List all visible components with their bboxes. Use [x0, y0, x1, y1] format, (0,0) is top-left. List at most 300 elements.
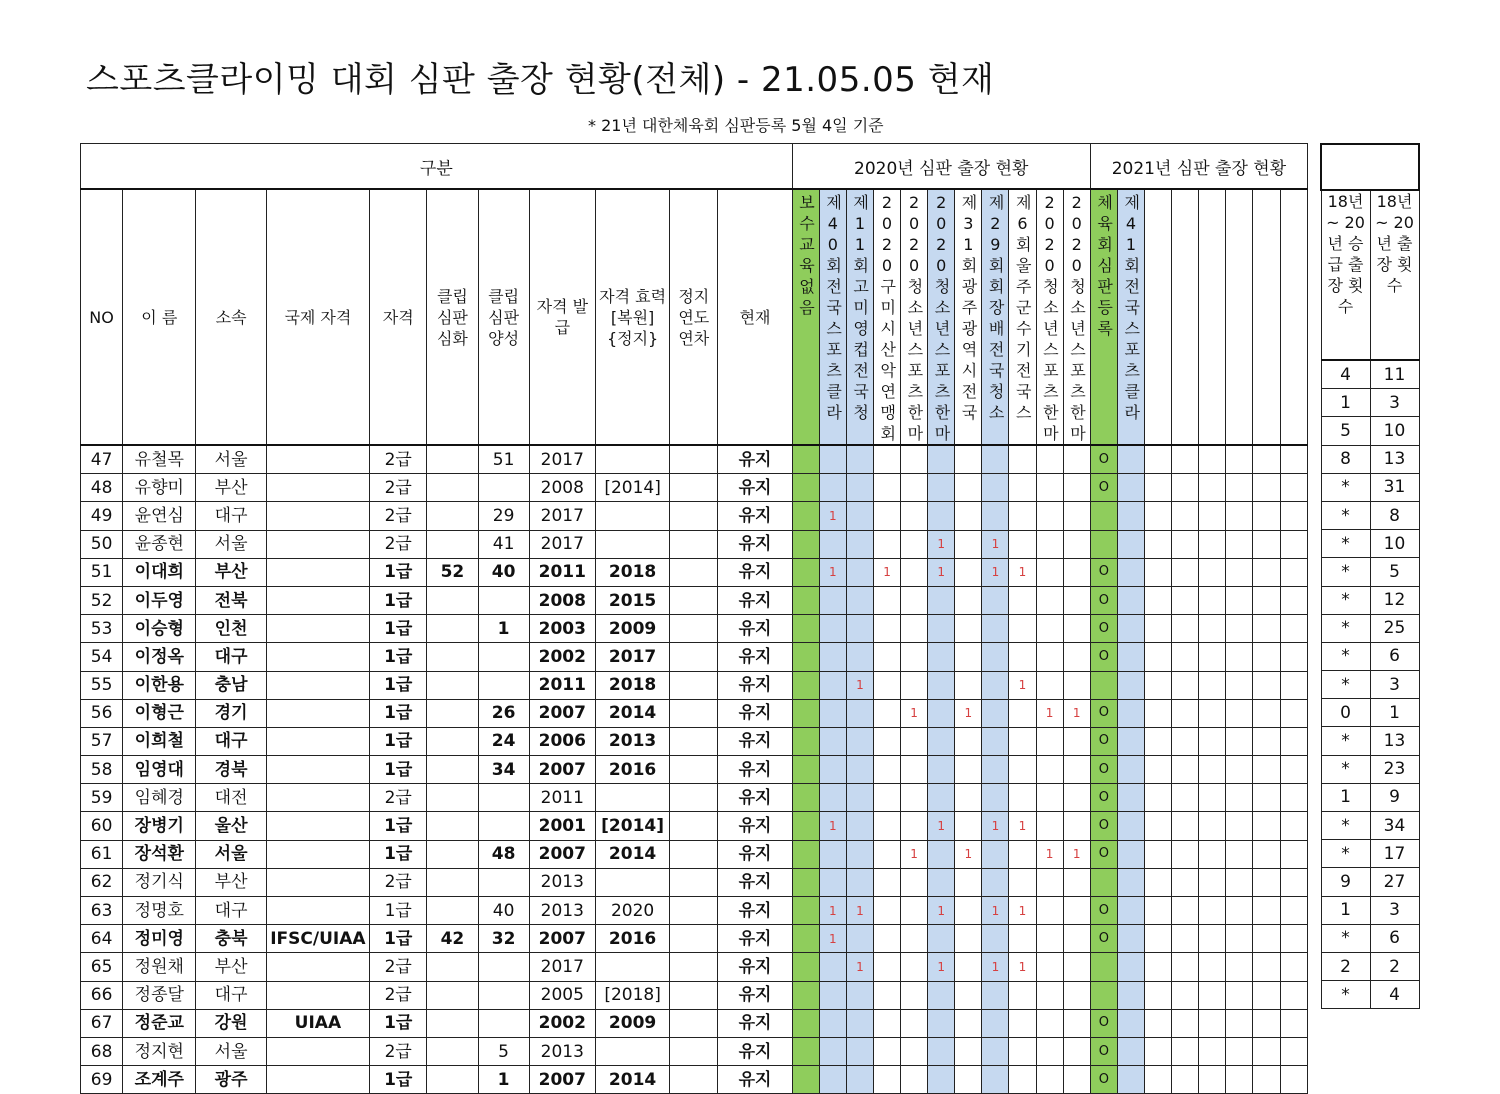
event-2021-cell: [1199, 812, 1226, 840]
cell-name: 이승형: [123, 615, 196, 643]
table-row: [81, 502, 1308, 530]
cell-susp: [670, 445, 718, 474]
cell-cur: 유지: [718, 925, 792, 953]
event-header: 2020청소년스포츠한마: [901, 189, 928, 445]
table-row: [81, 530, 1308, 558]
cell-adv: [427, 1009, 478, 1037]
cell-issue: 2013: [529, 897, 595, 925]
cell-effect: 2017: [595, 643, 669, 671]
cell-issue: 2002: [529, 643, 595, 671]
event-2021-cell: [1226, 840, 1253, 868]
event-2021-cell: [1172, 1009, 1199, 1037]
event-mark: [1009, 530, 1036, 558]
cell-affil: 대구: [196, 727, 266, 755]
cell-name: 정원채: [123, 953, 196, 981]
event-mark: [955, 1037, 982, 1065]
cell-affil: 부산: [196, 558, 266, 586]
cell-adv: [427, 840, 478, 868]
event-mark: [955, 502, 982, 530]
cell-intl: [266, 1066, 369, 1094]
event-2021-cell: [1199, 840, 1226, 868]
event-mark: [819, 840, 846, 868]
promo-count: *: [1321, 755, 1370, 783]
cell-grade: 2급: [370, 474, 427, 502]
cell-susp: [670, 558, 718, 586]
cell-effect: 2014: [595, 840, 669, 868]
cell-grade: 1급: [370, 1066, 427, 1094]
cell-train: 34: [478, 756, 529, 784]
cell-issue: 2011: [529, 784, 595, 812]
event-mark: [901, 784, 928, 812]
event-header: 체육회심판등록: [1090, 189, 1117, 445]
event-mark: [1009, 1066, 1036, 1094]
event-mark: [1036, 558, 1063, 586]
cell-adv: [427, 615, 478, 643]
event-mark: [1063, 671, 1090, 699]
event-2021-cell: [1253, 671, 1280, 699]
event-mark: 1: [1009, 671, 1036, 699]
event-mark: [982, 502, 1009, 530]
cell-grade: 1급: [370, 812, 427, 840]
cell-affil: 서울: [196, 840, 266, 868]
event-2021-cell: [1280, 586, 1308, 614]
event-mark: [955, 756, 982, 784]
cell-name: 정지현: [123, 1037, 196, 1065]
cell-susp: [670, 615, 718, 643]
count-row: [1321, 981, 1419, 1009]
event-2021-cell: [1145, 812, 1172, 840]
event-2021-cell: [1172, 840, 1199, 868]
promo-count: *: [1321, 671, 1370, 699]
promo-count: *: [1321, 981, 1370, 1009]
event-mark: [901, 502, 928, 530]
cell-no: 66: [81, 981, 123, 1009]
registration-mark: O: [1090, 897, 1117, 925]
cell-cur: 유지: [718, 445, 792, 474]
event-mark: [901, 1037, 928, 1065]
cell-affil: 경기: [196, 699, 266, 727]
cell-no: 69: [81, 1066, 123, 1094]
event-2021-cell: [1145, 474, 1172, 502]
cell-cur: 유지: [718, 756, 792, 784]
cell-affil: 인천: [196, 615, 266, 643]
event-mark: [1063, 897, 1090, 925]
event-2021-cell: [1172, 1066, 1199, 1094]
event-mark: [846, 1037, 873, 1065]
header-climb-train: 클립 심판 양성: [478, 189, 529, 445]
event-mark: [1009, 643, 1036, 671]
cell-no: 62: [81, 868, 123, 896]
event-mark: [873, 1066, 900, 1094]
cell-issue: 2011: [529, 558, 595, 586]
event-mark: [819, 615, 846, 643]
cell-adv: 42: [427, 925, 478, 953]
table-row: [81, 925, 1308, 953]
event-mark: 1: [955, 699, 982, 727]
event-mark: [955, 812, 982, 840]
cell-intl: [266, 474, 369, 502]
cell-train: 40: [478, 897, 529, 925]
event-mark: [928, 671, 955, 699]
event-mark: [901, 643, 928, 671]
header-total-count: 18년 ~ 20년 출장 횟수: [1370, 190, 1419, 360]
event-2021-cell: [1199, 925, 1226, 953]
event-mark: [792, 671, 819, 699]
event-2021-cell: [1253, 530, 1280, 558]
promo-count: *: [1321, 501, 1370, 529]
event-mark: [901, 812, 928, 840]
promo-count: *: [1321, 558, 1370, 586]
event-2021-cell: [1172, 530, 1199, 558]
cell-cur: 유지: [718, 1037, 792, 1065]
event-mark: 1: [1036, 840, 1063, 868]
event-mark: [1009, 981, 1036, 1009]
event-mark: [792, 643, 819, 671]
count-row: [1321, 642, 1419, 670]
event-2021-cell: [1253, 1009, 1280, 1037]
table-row: [81, 1037, 1308, 1065]
table-row: [81, 1009, 1308, 1037]
event-2021-cell: [1117, 530, 1144, 558]
cell-susp: [670, 868, 718, 896]
cell-name: 조계주: [123, 1066, 196, 1094]
cell-adv: [427, 1037, 478, 1065]
registration-mark: O: [1090, 925, 1117, 953]
event-2021-cell: [1280, 812, 1308, 840]
event-2021-cell: [1172, 727, 1199, 755]
event-mark: [1036, 784, 1063, 812]
cell-grade: 1급: [370, 1009, 427, 1037]
event-mark: [928, 699, 955, 727]
event-mark: [1063, 981, 1090, 1009]
cell-adv: [427, 474, 478, 502]
event-mark: [846, 925, 873, 953]
cell-effect: 2014: [595, 699, 669, 727]
cell-grade: 1급: [370, 840, 427, 868]
cell-effect: 2018: [595, 671, 669, 699]
registration-mark: [1090, 868, 1117, 896]
cell-issue: 2011: [529, 671, 595, 699]
event-mark: [955, 953, 982, 981]
cell-susp: [670, 530, 718, 558]
event-mark: [846, 784, 873, 812]
event-mark: [873, 445, 900, 474]
event-mark: [873, 530, 900, 558]
event-mark: [873, 586, 900, 614]
cell-cur: 유지: [718, 643, 792, 671]
cell-grade: 2급: [370, 868, 427, 896]
table-row: [81, 727, 1308, 755]
event-mark: [792, 812, 819, 840]
event-mark: [1009, 756, 1036, 784]
event-2021-cell: [1117, 925, 1144, 953]
cell-intl: [266, 558, 369, 586]
event-mark: [1009, 502, 1036, 530]
event-mark: [982, 981, 1009, 1009]
cell-susp: [670, 840, 718, 868]
cell-grade: 1급: [370, 586, 427, 614]
event-mark: [873, 671, 900, 699]
event-mark: [1063, 756, 1090, 784]
cell-susp: [670, 1037, 718, 1065]
cell-adv: [427, 699, 478, 727]
event-mark: [928, 502, 955, 530]
cell-grade: 1급: [370, 558, 427, 586]
cell-susp: [670, 897, 718, 925]
event-2021-cell: [1172, 812, 1199, 840]
event-2021-cell: [1117, 1009, 1144, 1037]
cell-effect: [595, 530, 669, 558]
event-mark: [846, 840, 873, 868]
event-2021-cell: [1117, 981, 1144, 1009]
total-count: 6: [1370, 924, 1419, 952]
event-2021-cell: [1280, 756, 1308, 784]
event-2021-cell: [1253, 897, 1280, 925]
event-mark: [1036, 643, 1063, 671]
cell-train: 32: [478, 925, 529, 953]
event-2021-cell: [1117, 756, 1144, 784]
event-2021-cell: [1117, 784, 1144, 812]
cell-adv: [427, 530, 478, 558]
cell-issue: 2007: [529, 840, 595, 868]
registration-mark: O: [1090, 699, 1117, 727]
event-2021-cell: [1226, 925, 1253, 953]
event-2021-cell: [1280, 1066, 1308, 1094]
event-mark: [819, 671, 846, 699]
event-header: [1172, 189, 1199, 445]
registration-mark: [1090, 953, 1117, 981]
cell-train: 51: [478, 445, 529, 474]
event-2021-cell: [1172, 1037, 1199, 1065]
event-2021-cell: [1280, 643, 1308, 671]
cell-name: 이두영: [123, 586, 196, 614]
cell-effect: [595, 868, 669, 896]
total-count: 17: [1370, 840, 1419, 868]
event-mark: [819, 1037, 846, 1065]
event-2021-cell: [1280, 615, 1308, 643]
event-header: 제29회회장배전국청소: [982, 189, 1009, 445]
registration-mark: O: [1090, 1066, 1117, 1094]
cell-adv: [427, 671, 478, 699]
cell-no: 55: [81, 671, 123, 699]
cell-no: 57: [81, 727, 123, 755]
promo-count: 5: [1321, 417, 1370, 445]
event-mark: [928, 1009, 955, 1037]
event-2021-cell: [1199, 1009, 1226, 1037]
cell-intl: [266, 530, 369, 558]
total-count: 8: [1370, 501, 1419, 529]
cell-cur: 유지: [718, 699, 792, 727]
cell-issue: 2002: [529, 1009, 595, 1037]
event-mark: [1009, 925, 1036, 953]
event-mark: [928, 643, 955, 671]
event-2021-cell: [1253, 502, 1280, 530]
event-mark: [873, 1009, 900, 1037]
cell-adv: [427, 981, 478, 1009]
event-mark: [955, 671, 982, 699]
count-row: [1321, 812, 1419, 840]
event-mark: [1063, 643, 1090, 671]
cell-cur: 유지: [718, 671, 792, 699]
event-2021-cell: [1280, 1037, 1308, 1065]
event-2021-cell: [1199, 981, 1226, 1009]
cell-grade: 1급: [370, 925, 427, 953]
event-mark: [1063, 812, 1090, 840]
header-issue: 자격 발급: [529, 189, 595, 445]
cell-susp: [670, 784, 718, 812]
event-2021-cell: [1226, 474, 1253, 502]
registration-note: * 21년 대한체육회 심판등록 5월 4일 기준: [588, 116, 884, 135]
total-count: 25: [1370, 614, 1419, 642]
event-2021-cell: [1226, 445, 1253, 474]
registration-mark: O: [1090, 1037, 1117, 1065]
event-mark: [846, 502, 873, 530]
event-mark: [792, 897, 819, 925]
event-mark: [955, 897, 982, 925]
event-mark: [1036, 474, 1063, 502]
event-mark: 1: [901, 840, 928, 868]
cell-adv: [427, 445, 478, 474]
event-mark: 1: [928, 897, 955, 925]
registration-mark: [1090, 530, 1117, 558]
event-mark: 1: [846, 953, 873, 981]
cell-effect: 2018: [595, 558, 669, 586]
cell-cur: 유지: [718, 558, 792, 586]
event-mark: [901, 727, 928, 755]
event-2021-cell: [1117, 671, 1144, 699]
event-2021-cell: [1280, 953, 1308, 981]
event-mark: [1036, 756, 1063, 784]
cell-effect: 2014: [595, 1066, 669, 1094]
event-mark: [846, 699, 873, 727]
cell-train: 29: [478, 502, 529, 530]
event-mark: 1: [873, 558, 900, 586]
event-2021-cell: [1253, 756, 1280, 784]
event-mark: [1063, 953, 1090, 981]
cell-grade: 2급: [370, 502, 427, 530]
event-2021-cell: [1172, 953, 1199, 981]
side-header-blank: [1321, 144, 1419, 190]
event-2021-cell: [1226, 586, 1253, 614]
registration-mark: O: [1090, 812, 1117, 840]
event-mark: [792, 558, 819, 586]
cell-effect: 2009: [595, 615, 669, 643]
table-row: [81, 897, 1308, 925]
event-mark: [819, 1009, 846, 1037]
header-climb-adv: 클립 심판 심화: [427, 189, 478, 445]
event-header: [1280, 189, 1308, 445]
cell-affil: 대전: [196, 784, 266, 812]
event-mark: [792, 615, 819, 643]
cell-train: 40: [478, 558, 529, 586]
event-mark: [819, 981, 846, 1009]
cell-train: [478, 586, 529, 614]
event-2021-cell: [1199, 868, 1226, 896]
count-row: [1321, 445, 1419, 473]
cell-cur: 유지: [718, 615, 792, 643]
promo-count: 9: [1321, 868, 1370, 896]
event-mark: [1036, 812, 1063, 840]
cell-no: 53: [81, 615, 123, 643]
event-mark: [901, 981, 928, 1009]
event-mark: [1063, 502, 1090, 530]
event-2021-cell: [1117, 897, 1144, 925]
event-2021-cell: [1117, 502, 1144, 530]
event-mark: 1: [846, 897, 873, 925]
cell-affil: 전북: [196, 586, 266, 614]
event-2021-cell: [1172, 756, 1199, 784]
event-mark: [1036, 502, 1063, 530]
header-2020: 2020년 심판 출장 현황: [792, 144, 1090, 190]
cell-cur: 유지: [718, 1066, 792, 1094]
event-mark: [982, 840, 1009, 868]
cell-grade: 1급: [370, 897, 427, 925]
cell-grade: 2급: [370, 445, 427, 474]
cell-train: 26: [478, 699, 529, 727]
cell-cur: 유지: [718, 530, 792, 558]
cell-issue: 2017: [529, 502, 595, 530]
cell-effect: [595, 445, 669, 474]
cell-no: 56: [81, 699, 123, 727]
event-2021-cell: [1145, 953, 1172, 981]
event-mark: [846, 530, 873, 558]
total-count: 34: [1370, 812, 1419, 840]
event-2021-cell: [1172, 502, 1199, 530]
count-row: [1321, 614, 1419, 642]
cell-no: 58: [81, 756, 123, 784]
event-mark: [928, 840, 955, 868]
count-row: [1321, 389, 1419, 417]
header-effect: 자격 효력 [복원] {정지}: [595, 189, 669, 445]
promo-count: *: [1321, 530, 1370, 558]
event-2021-cell: [1226, 897, 1253, 925]
event-2021-cell: [1145, 727, 1172, 755]
cell-train: 1: [478, 615, 529, 643]
event-mark: [1063, 530, 1090, 558]
table-row: [81, 868, 1308, 896]
count-row: [1321, 783, 1419, 811]
event-2021-cell: [1117, 840, 1144, 868]
event-2021-cell: [1253, 445, 1280, 474]
event-mark: [1063, 474, 1090, 502]
promo-count: *: [1321, 840, 1370, 868]
event-mark: 1: [982, 812, 1009, 840]
header-grade: 자격: [370, 189, 427, 445]
event-mark: [982, 868, 1009, 896]
cell-cur: 유지: [718, 586, 792, 614]
event-mark: 1: [819, 502, 846, 530]
cell-adv: [427, 502, 478, 530]
cell-cur: 유지: [718, 784, 792, 812]
cell-no: 48: [81, 474, 123, 502]
total-count: 11: [1370, 360, 1419, 389]
event-mark: [982, 1037, 1009, 1065]
cell-name: 정준교: [123, 1009, 196, 1037]
cell-train: [478, 981, 529, 1009]
count-row: [1321, 586, 1419, 614]
event-mark: [982, 756, 1009, 784]
event-2021-cell: [1280, 925, 1308, 953]
cell-name: 임영대: [123, 756, 196, 784]
event-mark: [792, 502, 819, 530]
event-2021-cell: [1117, 1066, 1144, 1094]
event-header: 보수교육없음: [792, 189, 819, 445]
count-row: [1321, 501, 1419, 529]
event-mark: [846, 586, 873, 614]
cell-issue: 2008: [529, 586, 595, 614]
event-mark: [901, 671, 928, 699]
event-mark: [982, 615, 1009, 643]
